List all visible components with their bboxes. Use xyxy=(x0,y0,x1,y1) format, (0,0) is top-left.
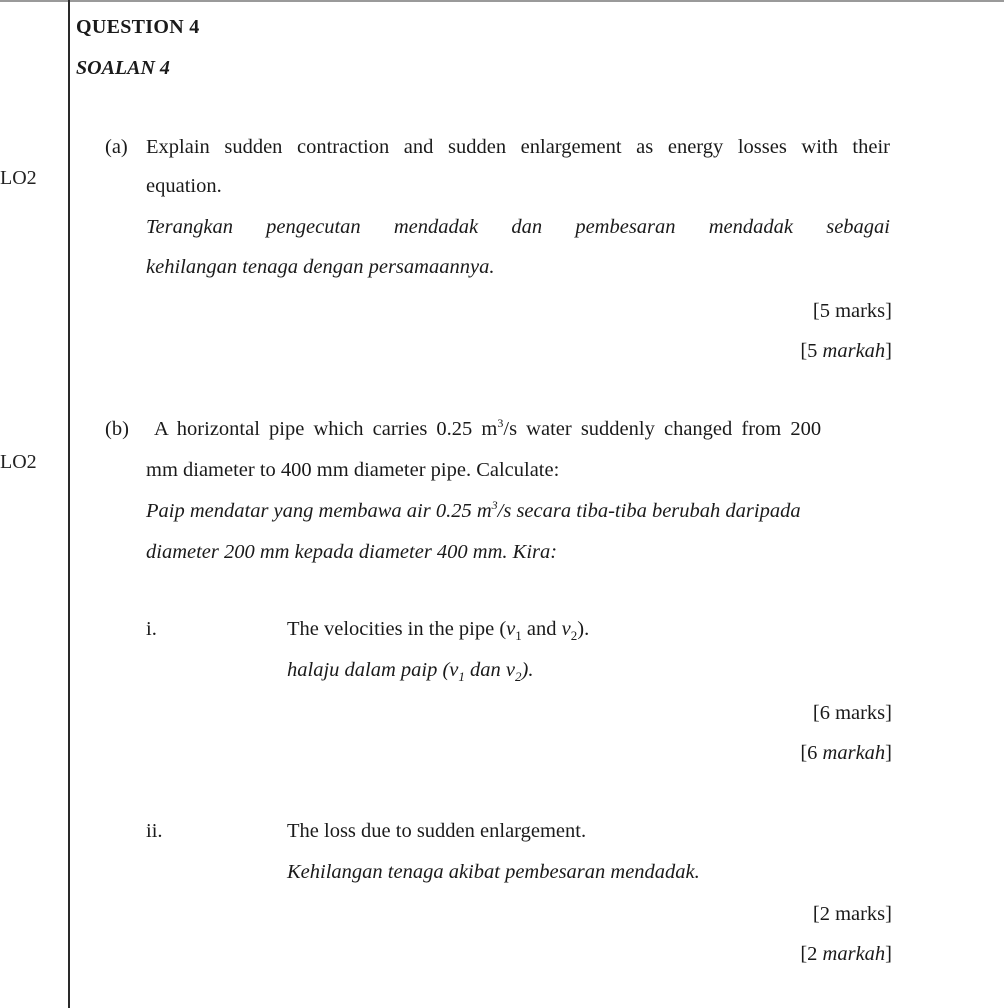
part-b-english-line-1: A horizontal pipe which carries 0.25 $m^3/s$ water suddenly changed from 200 xyxy=(154,416,822,440)
question-title-malay: SOALAN 4 xyxy=(76,57,170,79)
part-a-malay-line-1: Terangkan pengecutan mendadak dan pembesaran mendadak sebagai xyxy=(146,216,890,238)
sub-question-i-english: The velocities in the pipe ($v_1$ and $v_2$). xyxy=(287,618,590,644)
left-margin-line xyxy=(68,0,70,1008)
part-a-english-line-1: Explain sudden contraction and sudden enlargement as energy losses with their xyxy=(146,136,890,158)
part-a-malay-line-2: kehilangan tenaga dengan persamaannya. xyxy=(146,256,495,278)
sub-question-ii-label: ii. xyxy=(146,820,163,842)
part-b-english-line-2: mm diameter to 400 mm diameter pipe. Calculate: xyxy=(146,459,560,481)
sub-question-i-marks: [6 marks] xyxy=(812,702,892,724)
question-title: QUESTION 4 xyxy=(76,16,200,38)
sub-question-ii-marks: [2 marks] xyxy=(812,903,892,925)
sub-question-ii-english: The loss due to sudden enlargement. xyxy=(287,820,587,842)
sub-question-i-malay: halaju dalam paip ($v_1$ dan $v_2$). xyxy=(287,659,534,685)
part-b-label: (b) xyxy=(105,418,129,440)
part-b-malay-line-1: Paip mendatar yang membawa air 0.25 $m^3/s$ secara tiba-tiba berubah daripada xyxy=(146,498,801,522)
sub-question-ii-malay: Kehilangan tenaga akibat pembesaran mendadak. xyxy=(287,861,700,883)
sub-question-i-label: i. xyxy=(146,618,157,640)
top-border-line xyxy=(0,0,1004,2)
part-a-label: (a) xyxy=(105,136,128,158)
part-a-marks: [5 marks] xyxy=(812,300,892,322)
part-a-english-line-2: equation. xyxy=(146,175,222,197)
sub-question-i-marks-malay: [6 markah] xyxy=(800,742,892,764)
part-a-marks-malay: [5 markah] xyxy=(800,340,892,362)
part-b-clo-label: LO2 xyxy=(0,451,37,473)
part-b-malay-line-2: diameter 200 mm kepada diameter 400 mm. Kira: xyxy=(146,541,558,563)
sub-question-ii-marks-malay: [2 markah] xyxy=(800,943,892,965)
part-a-clo-label: LO2 xyxy=(0,167,37,189)
